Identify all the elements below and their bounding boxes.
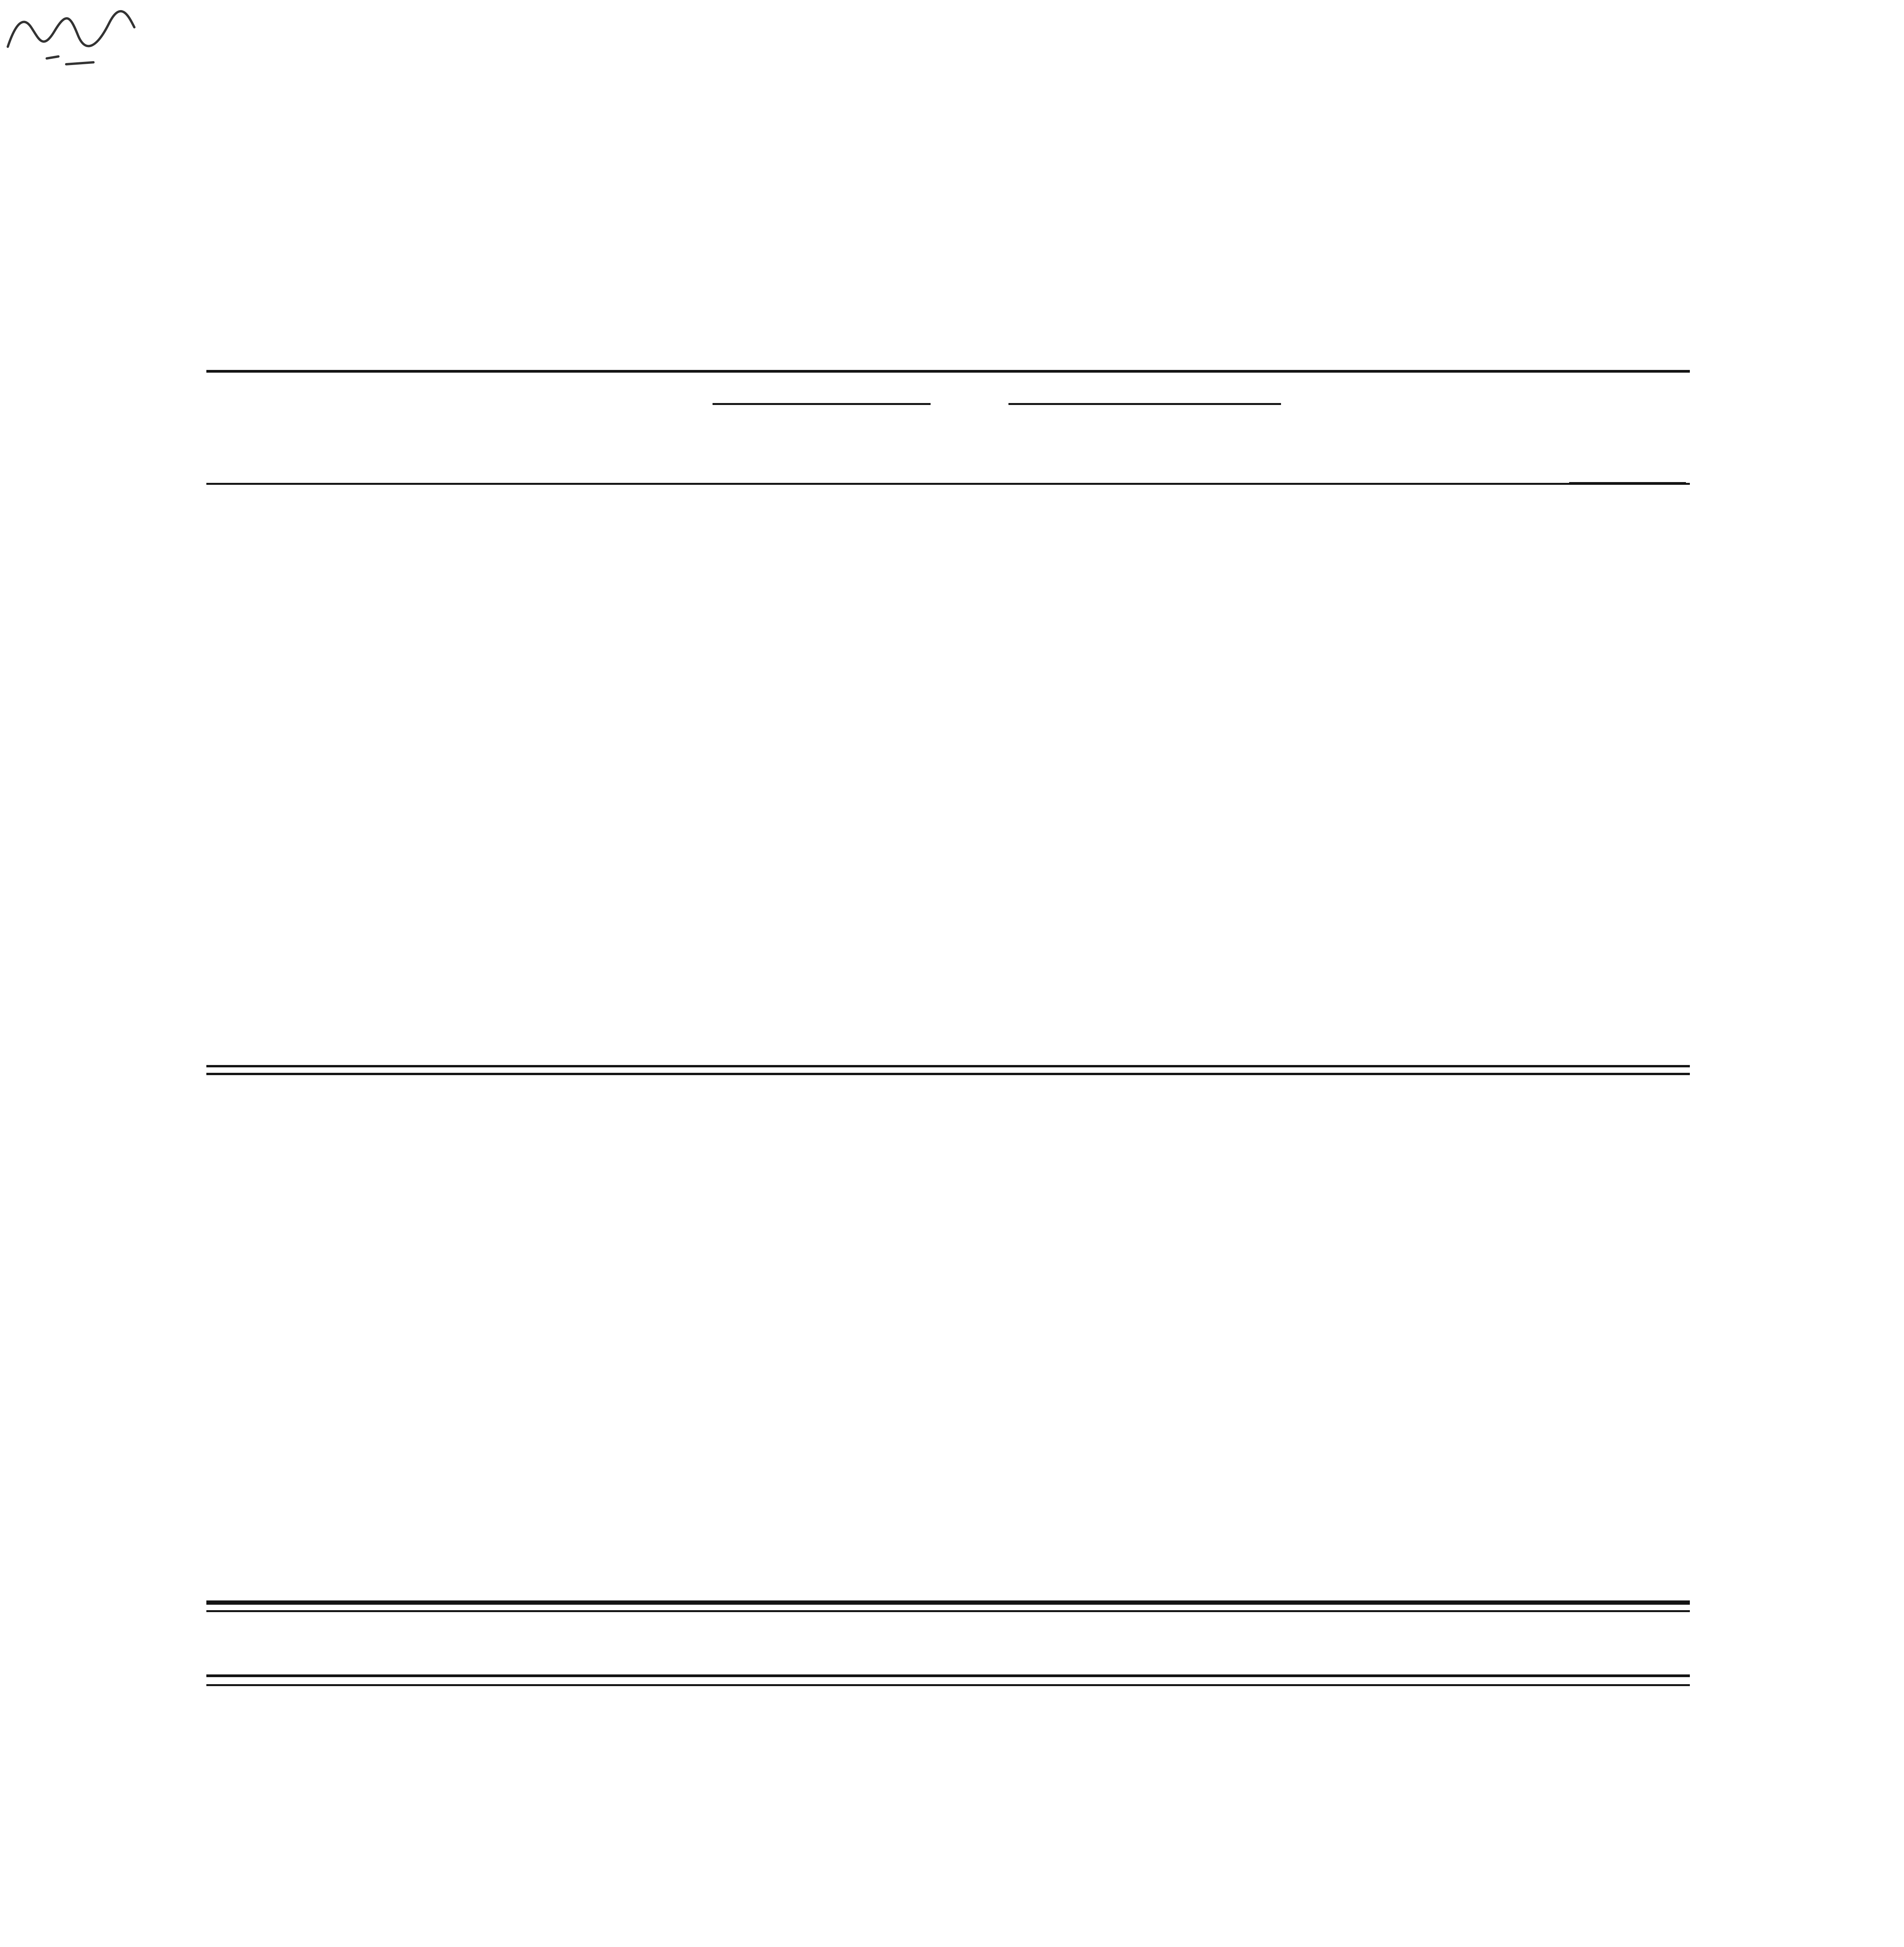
total-rule-b [206, 1684, 1690, 1686]
header-bottom-rule [206, 483, 1690, 485]
section2-rule-b [206, 1610, 1690, 1612]
section2-rule-a [206, 1600, 1690, 1605]
header-underline-ground-cols [1008, 403, 1281, 405]
section1-rule-a [206, 1065, 1690, 1067]
handwritten-annotation [0, 0, 140, 78]
header-underline-johnson-cols [713, 403, 931, 405]
table-top-rule [206, 370, 1690, 373]
section1-rule-b [206, 1073, 1690, 1075]
total-rule-a [206, 1674, 1690, 1677]
